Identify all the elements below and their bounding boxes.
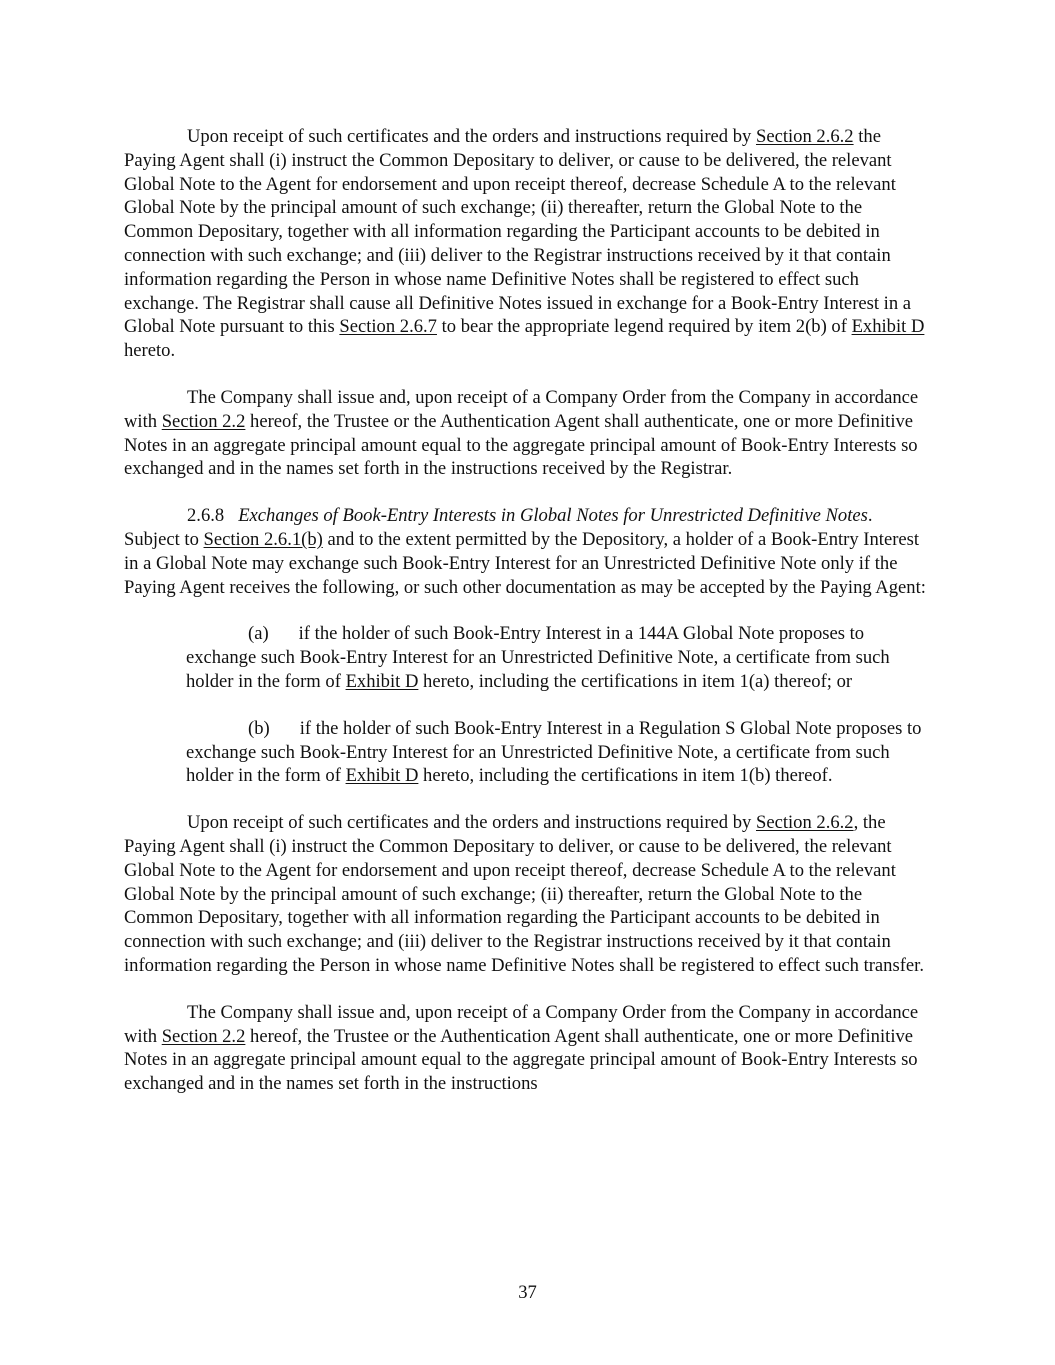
paragraph-text: Upon receipt of such certificates and the orders and instructions required by [187,126,756,147]
paragraph-text: Upon receipt of such certificates and the orders and instructions required by [187,812,756,834]
exhibit-reference: Exhibit D [345,765,419,787]
paragraph-exchange-procedure-2 [124,811,932,978]
paragraph-text: hereto, including the certifications in item 1(a) thereof; or [418,670,853,692]
paragraph-text: hereto. [124,340,176,362]
section-reference: Section 2.6.1(b) [203,528,323,550]
paragraph-text: The Company shall issue and, upon receipt of a Company Order from the Company in accordance with [124,386,919,432]
exhibit-reference: Exhibit D [851,316,925,338]
paragraph-text: hereto, including the certifications in item 1(b) thereof. [418,765,833,787]
paragraph-text: to bear the appropriate legend required by item 2(b) of [436,316,852,338]
exhibit-reference: Exhibit D [345,670,419,692]
section-reference: Section 2.6.2 [755,126,854,147]
paragraph-text: hereof, the Trustee or the Authentication Agent shall authenticate, one or more Definitive Notes in an aggregate principal amount equal to the aggregate principal amount of Book-Entry Interests so exchanged and in the names set forth in the instructions [124,1025,918,1095]
clause-b [186,717,932,788]
clause-label: (a) [248,623,269,645]
section-reference: Section 2.6.7 [339,316,437,338]
page-number: 37 [518,1282,537,1303]
paragraph-text: if the holder of such Book-Entry Interest in a 144A Global Note proposes to exchange such Book-Entry Interest for an Unrestricted Definitive Note, a certificate from such holder in the form of [186,623,890,692]
section-reference: Section 2.2 [161,1025,246,1047]
paragraph-text: hereof, the Trustee or the Authentication Agent shall authenticate, one or more Definitive Notes in an aggregate principal amount equal to the aggregate principal amount of Book-Entry Interests so exchanged and in the names set forth in the instructions received by the Registrar. [124,410,918,480]
section-number: 2.6.8 [187,505,225,527]
paragraph-text: the Paying Agent shall (i) instruct the Common Depositary to deliver, or cause to be delivered, the relevant Global Note to the Agent for endorsement and upon receipt thereof, decrease Schedule A to the relevant Global Note by the principal amount of such exchange; (ii) thereafter, return the Global Note to the Common Depositary, together with all information regarding the Participant accounts to be debited in connection with such exchange; and (iii) deliver to the Registrar instructions received by it that contain information regarding the Person in whose name Definitive Notes shall be registered to effect such exchange. The Registrar shall cause all Definitive Notes issued in exchange for a Book-Entry Interest in a Global Note pursuant to this [124,126,912,338]
section-reference: Section 2.6.2 [755,812,854,834]
paragraph-company-issue [124,386,932,481]
section-heading: Exchanges of Book-Entry Interests in Global Notes for Unrestricted Definitive Notes [238,505,868,527]
section-reference: Section 2.2 [161,410,246,432]
document-body [124,125,932,1119]
clause-a [186,622,932,693]
paragraph-text: , the Paying Agent shall (i) instruct the Common Depositary to deliver, or cause to be delivered, the relevant Global Note to the Agent for endorsement and upon receipt thereof, decrease Schedule A to the relevant Global Note by the principal amount of such exchange; (ii) thereafter, return the Global Note to the Common Depositary, together with all information regarding the Participant accounts to be debited in connection with such exchange; and (iii) deliver to the Registrar instructions received by it that contain information regarding the Person in whose name Definitive Notes shall be registered to effect such transfer. [124,812,924,976]
clause-label: (b) [248,717,270,739]
paragraph-text: . Subject to [124,505,873,550]
paragraph-text: if the holder of such Book-Entry Interest in a Regulation S Global Note proposes to exchange such Book-Entry Interest for an Unrestricted Definitive Note, a certificate from such holder in the form of [186,717,922,787]
paragraph-text: and to the extent permitted by the Depository, a holder of a Book-Entry Interest in a Global Note may exchange such Book-Entry Interest for an Unrestricted Definitive Note only if the Paying Agent receives the following, or such other documentation as may be accepted by the Paying Agent: [124,528,926,598]
section-2-6-8 [124,504,932,599]
paragraph-text: The Company shall issue and, upon receipt of a Company Order from the Company in accordance with [124,1001,919,1047]
paragraph-company-issue-2 [124,1001,932,1096]
paragraph-exchange-procedure [124,125,932,363]
